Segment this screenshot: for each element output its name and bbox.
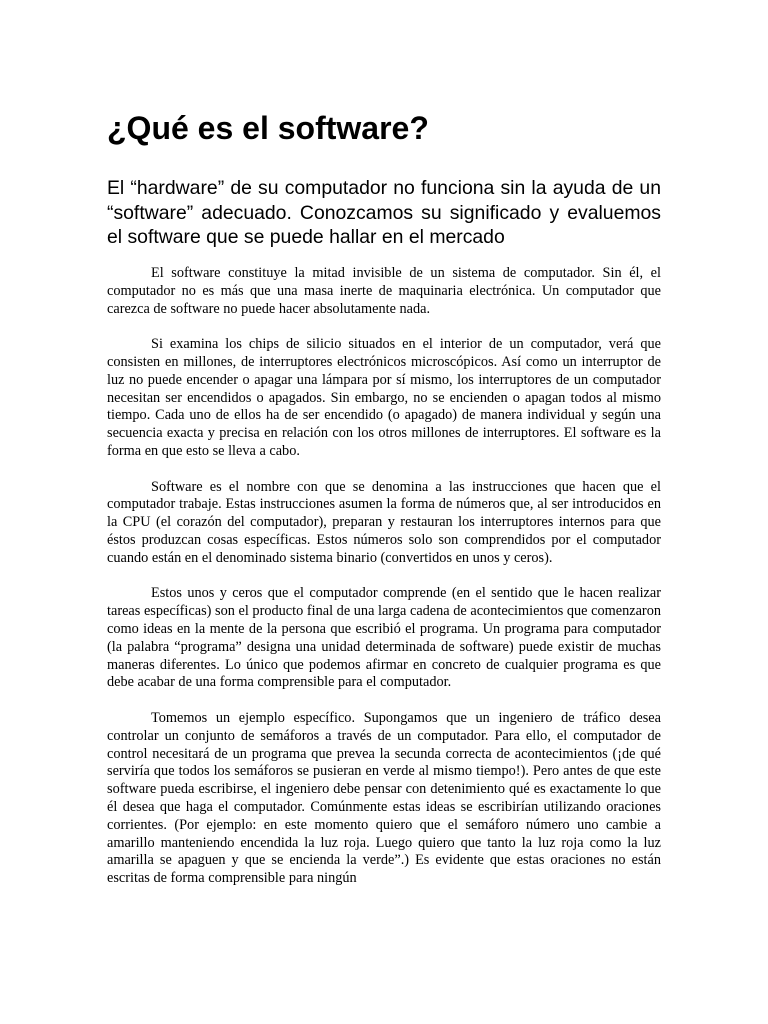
paragraph-3: Software es el nombre con que se denomina a las instrucciones que hacen que el computador trabaje. Estas instrucciones asumen la forma de números que, al ser introducidos en la CPU (el corazón del computador), preparan y restauran los interruptores internos para que éstos produzcan cosas específicas. Estos números solo son comprendidos por el computador cuando están en el denominado sistema binario (convertidos en unos y ceros). [107, 478, 661, 566]
paragraph-4: Estos unos y ceros que el computador comprende (en el sentido que le hacen realizar tareas específicas) son el producto final de una larga cadena de acontecimientos que comenzaron como ideas en la mente de la persona que escribió el programa. Un programa para computador (la palabra “programa” designa una unidad determinada de software) puede existir de muchas maneras diferentes. Lo único que podemos afirmar en concreto de cualquier programa es que debe acabar de una forma comprensible para el computador. [107, 585, 661, 691]
page-title: ¿Qué es el software? [107, 110, 429, 146]
paragraph-5: Tomemos un ejemplo específico. Supongamos que un ingeniero de tráfico desea controlar un conjunto de semáforos a través de un computador. Para ello, el computador de control necesitará de un programa que prevea la secunda correcta de acontecimientos (¡de qué serviría que todos los semáforos se pusieran en verde al mismo tiempo!). Pero antes de que este software pueda escribirse, el ingeniero debe pensar con detenimiento qué es exactamente lo que él desea que haga el computador. Comúnmente estas ideas se escribirían utilizando oraciones corrientes. (Por ejemplo: en este momento quiero que el semáforo número uno cambie a amarillo manteniendo encendida la luz roja. Luego quiero que tanto la luz roja como la luz amarilla se apaguen y que se encienda la verde”.) Es evidente que estas oraciones no están escritas de forma comprensible para ningún [107, 709, 661, 887]
page-subtitle: El “hardware” de su computador no funciona sin la ayuda de un “software” adecuado. Conozcamos su significado y evaluemos el software que se puede hallar en el mercado [107, 177, 661, 248]
body-text [107, 265, 661, 906]
paragraph-1: El software constituye la mitad invisible de un sistema de computador. Sin él, el computador no es más que una masa inerte de maquinaria electrónica. Un computador que carezca de software no puede hacer absolutamente nada. [107, 265, 661, 317]
paragraph-2: Si examina los chips de silicio situados en el interior de un computador, verá que consisten en millones, de interruptores electrónicos microscópicos. Así como un interruptor de luz no puede encender o apagar una lámpara por sí mismo, los interruptores de un computador necesitan ser encendidos o apagados. Sin embargo, no se encienden o apagan todos al mismo tiempo. Cada uno de ellos ha de ser encendido (o apagado) de manera individual y según una secuencia exacta y precisa en relación con los otros millones de interruptores. El software es la forma en que esto se lleva a cabo. [107, 336, 661, 459]
